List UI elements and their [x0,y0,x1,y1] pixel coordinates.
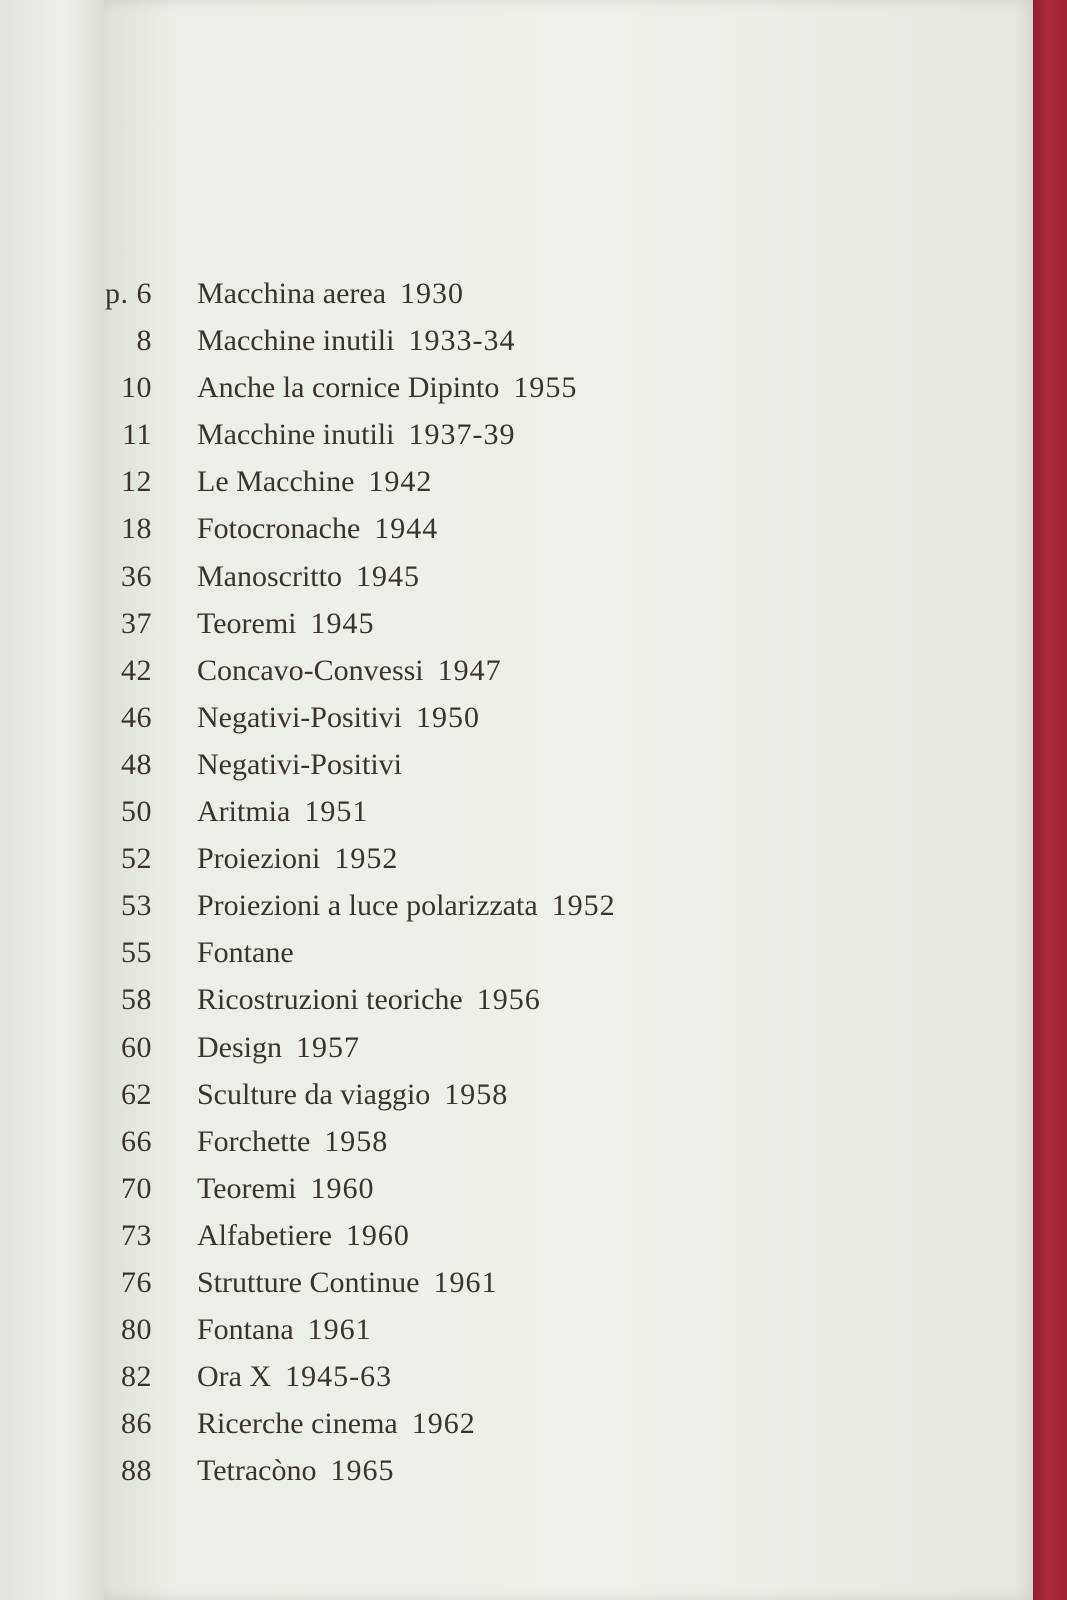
toc-year: 1962 [411,1407,476,1441]
toc-entry [0,1118,1067,1165]
toc-page-number: 12 [121,465,152,499]
toc-title: Forchette [197,1124,311,1158]
toc-page-number: 66 [121,1124,152,1158]
toc-page-number: p. 6 [105,277,152,310]
toc-title-line [197,976,541,1023]
toc-title: Anche la cornice Dipinto [197,371,500,405]
toc-entry [0,741,1067,788]
toc-entry [0,694,1067,741]
toc-year: 1951 [304,795,369,829]
toc-title-line [197,1212,410,1259]
toc-page-number: 8 [136,324,152,358]
toc-year: 1947 [437,653,502,687]
toc-entry [0,835,1067,882]
toc-title-line [197,458,432,505]
toc-title-line [197,835,398,882]
toc-title-line [197,270,464,317]
toc-title-line [197,411,515,458]
toc-title: Macchine inutili [197,418,395,452]
toc-page-number: 50 [121,795,152,829]
toc-page-number: 42 [121,653,152,687]
toc-entry [0,1071,1067,1118]
toc-page-number: 10 [121,371,152,405]
toc-title-line [197,600,375,647]
toc-page-number: 86 [121,1407,152,1441]
toc-title: Proiezioni a luce polarizzata [197,889,538,923]
toc-year: 1930 [400,277,465,310]
toc-page-number: 48 [121,747,152,781]
toc-year: 1937-39 [408,418,516,452]
toc-entry [0,929,1067,976]
toc-entry [0,882,1067,929]
toc-title: Alfabetiere [197,1218,332,1252]
toc-title-line [197,317,515,364]
toc-year: 1942 [368,465,433,499]
toc-page-number: 55 [121,936,152,970]
toc-page-number: 70 [121,1171,152,1205]
toc-year: 1933-34 [408,324,516,358]
toc-year: 1965 [330,1454,395,1488]
toc-year: 1952 [551,889,616,923]
toc-title: Ora X [197,1360,272,1394]
toc-title-line [197,1024,360,1071]
toc-title-line [197,1259,497,1306]
toc-title-line [197,553,420,600]
toc-year: 1944 [374,512,439,546]
toc-page-number: 80 [121,1313,152,1347]
toc-entry [0,1024,1067,1071]
toc-year: 1956 [476,983,541,1017]
table-of-contents [0,270,1067,1494]
toc-page-number: 18 [121,512,152,546]
toc-page-number: 36 [121,559,152,593]
toc-title-line [197,647,502,694]
toc-title-line [197,1400,476,1447]
toc-title: Negativi-Positivi [197,700,402,734]
toc-page-number: 76 [121,1265,152,1299]
toc-title: Strutture Continue [197,1265,420,1299]
toc-title-line [197,741,416,788]
toc-title: Sculture da viaggio [197,1077,431,1111]
toc-title-line [197,1071,508,1118]
toc-entry [0,600,1067,647]
toc-entry [0,1165,1067,1212]
toc-title: Fotocronache [197,512,361,546]
toc-title: Design [197,1030,282,1064]
toc-page-number: 82 [121,1360,152,1394]
toc-entry [0,364,1067,411]
toc-title: Aritmia [197,795,291,829]
toc-page-number: 60 [121,1030,152,1064]
toc-entry [0,1400,1067,1447]
toc-year: 1945 [310,606,375,640]
toc-entry [0,788,1067,835]
toc-title: Proiezioni [197,842,321,876]
toc-page-number: 58 [121,983,152,1017]
toc-entry [0,1353,1067,1400]
toc-title: Macchina aerea [197,277,387,310]
toc-page-number: 62 [121,1077,152,1111]
toc-title-line [197,364,577,411]
toc-title: Tetracòno [197,1454,317,1488]
toc-title: Macchine inutili [197,324,395,358]
toc-page-number: 11 [122,418,152,452]
toc-year: 1961 [307,1313,372,1347]
toc-title: Le Macchine [197,465,355,499]
toc-entry [0,1447,1067,1494]
toc-title: Ricostruzioni teoriche [197,983,463,1017]
toc-title: Negativi-Positivi [197,747,402,781]
toc-year: 1958 [324,1124,389,1158]
toc-title-line [197,694,480,741]
toc-entry [0,1212,1067,1259]
toc-title-line [197,788,368,835]
toc-entry [0,1259,1067,1306]
toc-page-number: 73 [121,1218,152,1252]
toc-title: Teoremi [197,606,297,640]
toc-year: 1960 [345,1218,410,1252]
toc-title-line [197,882,616,929]
toc-entry [0,270,1067,317]
toc-entry [0,411,1067,458]
toc-title: Fontane [197,936,294,970]
toc-title-line [197,505,438,552]
toc-entry [0,1306,1067,1353]
toc-title-line [197,1118,388,1165]
toc-year: 1952 [334,842,399,876]
toc-year: 1945-63 [285,1360,393,1394]
toc-entry [0,505,1067,552]
toc-year: 1955 [513,371,578,405]
toc-entry [0,976,1067,1023]
toc-year: 1957 [296,1030,360,1064]
toc-entry [0,458,1067,505]
toc-page-number: 37 [121,606,152,640]
toc-year: 1958 [444,1077,509,1111]
toc-entry [0,317,1067,364]
toc-entry [0,647,1067,694]
toc-page-number: 88 [121,1454,152,1488]
toc-title-line [197,1165,375,1212]
toc-title: Concavo-Convessi [197,653,424,687]
toc-title-line [197,1447,395,1494]
toc-year: 1961 [433,1265,498,1299]
toc-title-line [197,1306,372,1353]
toc-year: 1945 [355,559,420,593]
toc-entry [0,553,1067,600]
toc-year: 1950 [416,700,480,734]
toc-page-number: 53 [121,889,152,923]
toc-title: Ricerche cinema [197,1407,398,1441]
toc-title-line [197,929,308,976]
toc-title: Fontana [197,1313,294,1347]
toc-page-number: 52 [121,842,152,876]
toc-title: Manoscritto [197,559,342,593]
toc-year: 1960 [310,1171,375,1205]
toc-title-line [197,1353,392,1400]
toc-title: Teoremi [197,1171,297,1205]
toc-page-number: 46 [121,700,152,734]
